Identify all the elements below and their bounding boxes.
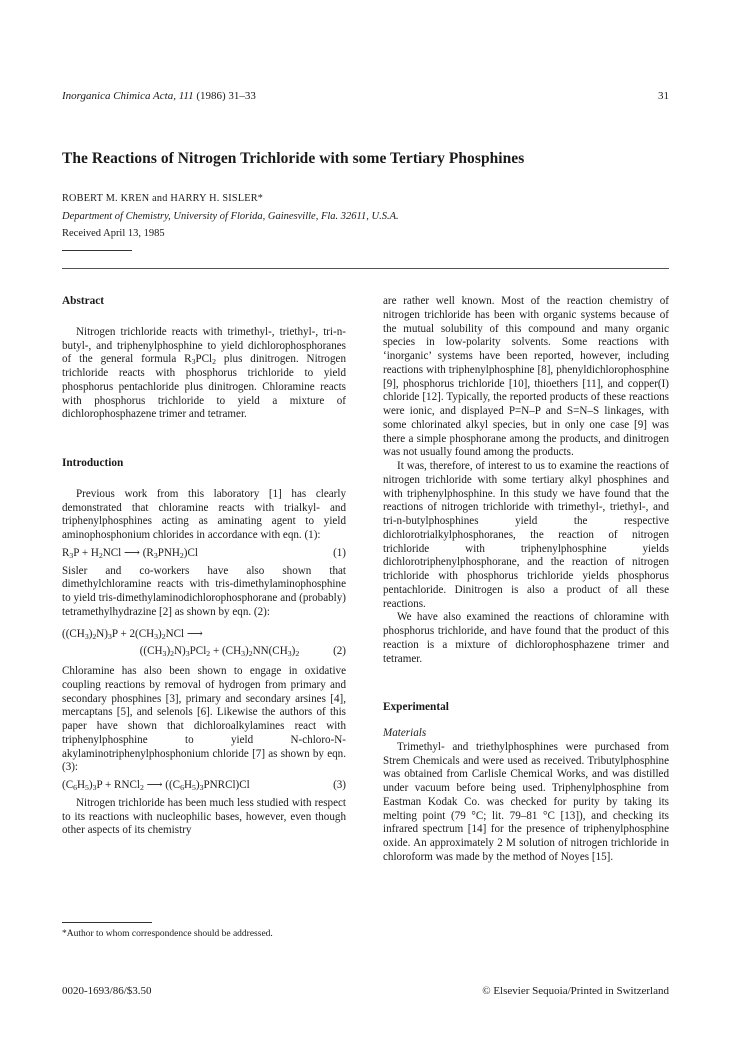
intro-paragraph-3: Chloramine has also been shown to engage in oxidative coupling reactions by removal of hydrogen from primary and secondary phosphines [3], primary and secondary arsines [4], mercaptans [5], and selenols [6]. Likewise the authors of this paper have shown that dichloroalkylamines react with triphenylphosphine to yield N-chloro-N-akylaminotriphenylphosphonium chloride [7] as shown by eqn. (3): — [62, 665, 346, 774]
equation-2-formula-line-1: $((CH_3)_2N)_3P + 2(CH_3)_2NCl$ ⟶ — [62, 627, 203, 641]
equation-3-number: (3) — [333, 779, 346, 791]
copyright-notice: © Elsevier Sequoia/Printed in Switzerland — [482, 985, 669, 997]
intro-paragraph-6: We have also examined the reactions of chloramine with phosphorus trichloride, and have found that the product of this reaction is a mixture of dichlorophosphazene trimer and tetramer. — [383, 611, 669, 665]
received-date: Received April 13, 1985 — [62, 228, 165, 239]
footnote-divider — [62, 922, 152, 923]
equation-2-formula-line-2: $((CH_3)_2N)_3PCl_2 + (CH_3)_2NN(CH_3)_2$ — [139, 645, 300, 659]
equation-1-number: (1) — [333, 546, 346, 559]
intro-paragraph-5: It was, therefore, of interest to us to examine the reactions of nitrogen trichloride with some tertiary alkyl phosphines and with triphenylphosphine. In this study we have found that the reactions of nitrogen trichloride with trimethyl-, triethyl-, and tri-n-butylphosphines yield the respective dichlorotrialkylphosphoranes, the reaction of nitrogen trichloride with triphenylphosphine yields dichlorotriphenylphosphorane, and the reaction of nitrogen trichloride with phosphorus trichloride yields phosphorus pentachloride. Dinitrogen is also a product of all these reactions. — [383, 460, 669, 610]
equation-3 — [62, 779, 346, 793]
right-column — [383, 295, 669, 865]
journal-name: Inorganica Chimica Acta, — [62, 90, 176, 102]
intro-paragraph-4-continued: are rather well known. Most of the reaction chemistry of nitrogen trichloride has been with organic systems because of the mutual solubility of this compound and many organic species in low-polarity solvents. Some reactions with ‘inorganic’ systems have been reported, however, including reactions with triphenylphosphine [8], phenyldichlorophosphine [9], phosphorus trichloride [10], thioethers [11], and copper(I) chloride [12]. Typically, the reported products of these reactions were ionic, and displayed P=N–P and S=N–S linkages, with some chlorinated alkyl species, but in only one case [9] was there a simple phosphorane among the products, and dinitrogen was not usually found among the products. — [383, 295, 669, 459]
journal-volume: 111 — [178, 90, 194, 102]
experimental-heading: Experimental — [383, 701, 449, 714]
paper-title: The Reactions of Nitrogen Trichloride with some Tertiary Phosphines — [62, 150, 525, 167]
footnote: *Author to whom correspondence should be addressed. — [62, 929, 273, 939]
equation-1 — [62, 547, 346, 561]
running-head — [62, 90, 256, 102]
materials-paragraph: Trimethyl- and triethylphosphines were purchased from Strem Chemicals and were used as received. Tributylphosphine was obtained from Carlisle Chemical Works, and was distilled under vacuum before being used. Triphenylphosphine from Eastman Kodak Co. was checked for purity by taking its melting point (79 °C; lit. 79–81 °C [13]), and checking its infrared spectrum [14] for the presence of triphenylphosphine oxide. An approximately 2 M solution of nitrogen trichloride in chloroform was made by the method of Noyes [15]. — [383, 740, 669, 863]
intro-paragraph-4: Nitrogen trichloride has been much less studied with respect to its reactions with nucleophilic bases, however, even though other aspects of its chemistry — [62, 796, 346, 837]
abstract-text: Nitrogen trichloride reacts with trimethyl-, triethyl-, tri-n-butyl-, and triphenylphosphine to yield dichlorophosphoranes of the general formula $R_3PCl_2$ plus dinitrogen. Nitrogen trichloride reacts with phosphorus trichloride to yield phosphorus pentachloride plus dinitrogen. Chloramine reacts with phosphorus trichloride to yield a mixture of dichlorophosphazene trimer and tetramer. — [62, 325, 346, 421]
abstract-heading: Abstract — [62, 295, 105, 307]
introduction-heading: Introduction — [62, 457, 124, 469]
materials-subheading: Materials — [383, 727, 427, 739]
issn-code: 0020-1693/86/$3.50 — [62, 985, 152, 997]
left-column — [62, 295, 346, 838]
equation-1-formula: $R_3P + H_2NCl$ ⟶ $(R_3PNH_2)Cl$ — [62, 546, 198, 560]
journal-issue-info: (1986) 31–33 — [196, 90, 256, 102]
intro-paragraph-2: Sisler and co-workers have also shown that dimethylchloramine reacts with tris-dimethylaminophosphine to yield tris-dimethylaminodichlorophosphorane and (probably) tetramethylhydrazine [2] as shown by eqn. (2): — [62, 564, 346, 618]
equation-3-formula: $(C_6H_5)_3P$ + RNCl$_2$ ⟶ $((C_6H_5)_3PNRCl)Cl$ — [62, 779, 250, 792]
header-divider — [62, 268, 669, 269]
authors: ROBERT M. KREN and HARRY H. SISLER* — [62, 193, 264, 204]
equation-2-number: (2) — [333, 645, 346, 658]
short-divider — [62, 250, 132, 251]
affiliation: Department of Chemistry, University of Florida, Gainesville, Fla. 32611, U.S.A. — [62, 211, 399, 222]
equation-2-line-1 — [62, 628, 346, 642]
equation-2-line-2 — [62, 645, 346, 659]
intro-paragraph-1: Previous work from this laboratory [1] has clearly demonstrated that chloramine reacts with trialkyl- and triphenylphosphines acting as aminating agent to yield aminophosphonium chlorides in accordance with eqn. (1): — [62, 487, 346, 541]
page-number: 31 — [658, 90, 669, 102]
